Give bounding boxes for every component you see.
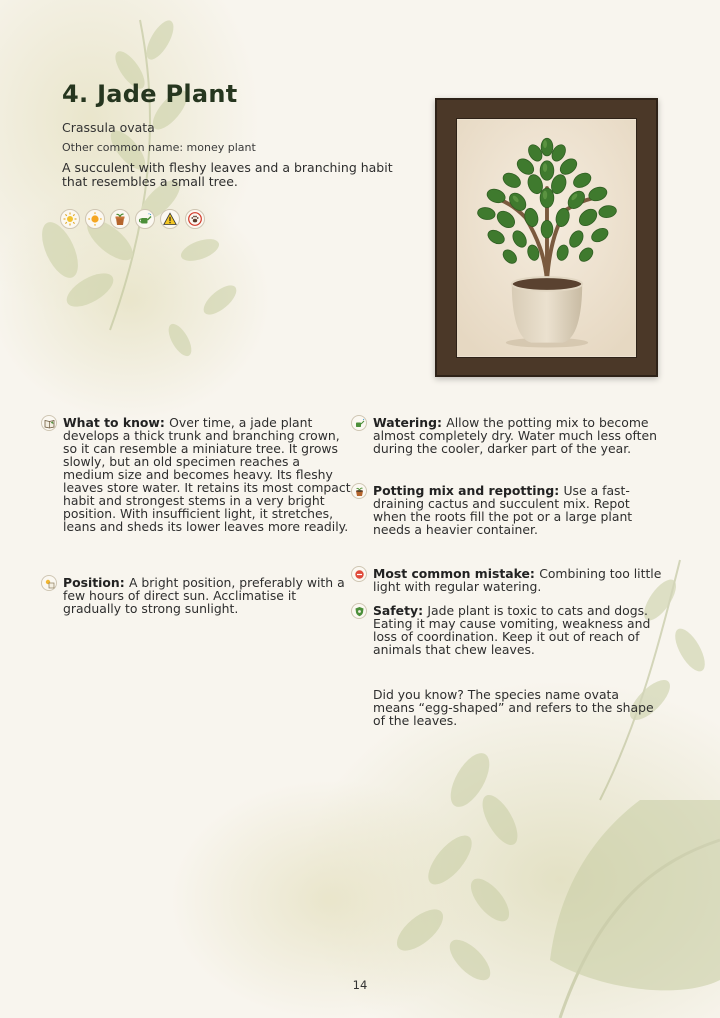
page-title: 4. Jade Plant xyxy=(62,80,238,108)
page-number: 14 xyxy=(352,978,368,992)
no-entry-icon xyxy=(351,566,367,582)
what-to-know-text: Over time, a jade plant develops a thick trunk and branching crown, so it can resemble a miniature tree. It grows slowly, but an old specimen reaches a medium size and becomes heavy. Its fleshy leaves store water. It retains its most compact habit and strongest stems in a very bright position. With insufficient light, it stretches, leans and sheds its lower leaves more readily. xyxy=(63,415,351,534)
plant-description: A succulent with fleshy leaves and a branching habit that resembles a small tree. xyxy=(62,160,393,189)
watering-can-icon xyxy=(135,209,155,229)
safety-label: Safety: xyxy=(373,603,428,618)
sun-window-icon xyxy=(41,575,57,591)
latin-name: Crassula ovata xyxy=(62,120,155,135)
what-to-know-label: What to know: xyxy=(63,415,170,430)
watering-text: Allow the potting mix to become almost completely dry. Water much less often during the cooler, darker part of the year. xyxy=(373,415,657,456)
safety-text: Jade plant is toxic to cats and dogs. Eating it may cause vomiting, weakness and loss of coordination. Keep it out of reach of animals that chew leaves. xyxy=(373,603,651,657)
shield-icon xyxy=(351,603,367,619)
book-icon xyxy=(41,415,57,431)
section-safety xyxy=(373,604,663,656)
did-you-know: Did you know? The species name ovata means “egg-shaped” and refers to the shape of the leaves. xyxy=(373,687,654,728)
warning-icon xyxy=(160,209,180,229)
soil-pot-icon xyxy=(351,483,367,499)
care-icons-row xyxy=(60,209,205,229)
section-watering xyxy=(373,416,663,455)
common-name: Other common name: money plant xyxy=(62,141,256,154)
potting-text: Use a fast-draining cactus and succulent mix. Repot when the roots fill the pot or a large plant needs a heavier container. xyxy=(373,483,633,537)
sun-icon xyxy=(60,209,80,229)
bright-sun-icon xyxy=(85,209,105,229)
potting-label: Potting mix and repotting: xyxy=(373,483,564,498)
watering-icon xyxy=(351,415,367,431)
mistake-label: Most common mistake: xyxy=(373,566,540,581)
section-potting xyxy=(373,484,663,536)
watering-label: Watering: xyxy=(373,415,447,430)
mistake-text: Combining too little light with regular watering. xyxy=(373,566,662,594)
position-label: Position: xyxy=(63,575,129,590)
section-what-to-know xyxy=(63,416,353,533)
position-text: A bright position, preferably with a few hours of direct sun. Acclimatise it gradually to strong sunlight. xyxy=(63,575,345,616)
section-position xyxy=(63,576,348,615)
framed-plant-illustration xyxy=(435,98,658,377)
section-common-mistake xyxy=(373,567,663,593)
paw-icon xyxy=(185,209,205,229)
pot-icon xyxy=(110,209,130,229)
jade-plant-image xyxy=(456,118,637,358)
